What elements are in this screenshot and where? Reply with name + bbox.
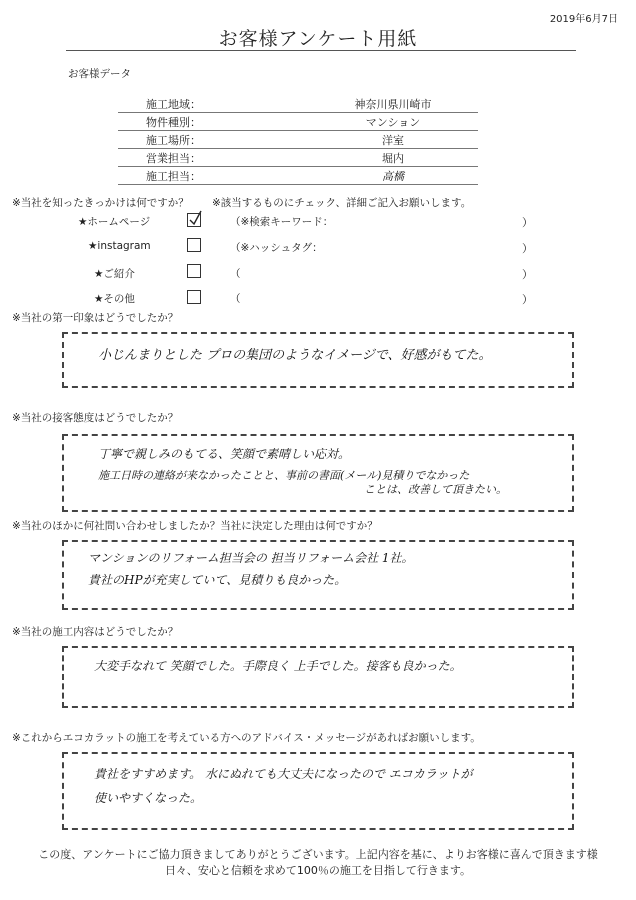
- q5-answer-box[interactable]: [62, 646, 574, 708]
- customer-row-label: 物件種別：: [146, 116, 201, 129]
- q4-answer-line: 貴社のHPが充実していて、見積りも良かった。: [88, 573, 347, 587]
- close-paren: ）: [522, 293, 533, 306]
- checkbox-referral[interactable]: [187, 264, 201, 278]
- q4-answer-line: マンションのリフォーム担当会の 担当リフォーム会社 1社。: [88, 551, 414, 565]
- q2-answer-line: 小じんまりとした プロの集団のようなイメージで、好感がもてた。: [98, 348, 492, 363]
- option-detail-referral: （: [230, 268, 241, 280]
- title-underline: [66, 50, 576, 51]
- customer-row-property: [118, 112, 478, 131]
- q5-question: ※当社の施工内容はどうでしたか？: [12, 626, 179, 638]
- q4-question: ※当社のほかに何社問い合わせしましたか？当社に決定した理由は何ですか？: [12, 520, 378, 532]
- page-title: お客様アンケート用紙: [218, 28, 418, 50]
- customer-row-area: [118, 94, 478, 113]
- q3-answer-box[interactable]: [62, 434, 574, 512]
- checkbox-other[interactable]: [187, 290, 201, 304]
- q1-question: ※当社を知ったきっかけは何ですか？: [12, 197, 189, 209]
- option-detail-instagram: （※ハッシュタグ：: [230, 242, 323, 254]
- q6-question: ※これからエコカラットの施工を考えている方へのアドバイス・メッセージがあればお願いします。: [12, 732, 481, 744]
- q3-answer-line: 施工日時の連絡が来なかったことと、事前の書面(メール)見積りでなかった: [98, 469, 470, 482]
- option-detail-homepage: （※検索キーワード：: [230, 216, 334, 228]
- customer-row-label: 施工場所：: [146, 134, 201, 147]
- customer-row-value: マンション: [365, 116, 421, 129]
- customer-row-value: 高橋: [382, 170, 404, 183]
- option-detail-other: （: [230, 293, 241, 305]
- footer-line: この度、アンケートにご協力頂きましてありがとうございます。上記内容を基に、よりお客様に喜んで頂きます様: [38, 848, 598, 861]
- customer-row-value: 神奈川県川崎市: [354, 98, 432, 111]
- q2-question: ※当社の第一印象はどうでしたか？: [12, 312, 179, 324]
- q5-answer-line: 大変手なれて 笑顔でした。手際良く 上手でした。接客も良かった。: [94, 659, 462, 673]
- q6-answer-line: 使いやすくなった。: [94, 791, 203, 805]
- customer-row-value: 堀内: [382, 152, 404, 165]
- survey-date: 2019年6月7日: [549, 14, 618, 25]
- option-label-other: ★その他: [94, 293, 135, 305]
- q2-answer-box[interactable]: [62, 332, 574, 388]
- customer-row-label: 施工地域：: [146, 98, 201, 111]
- checkbox-homepage[interactable]: [187, 213, 201, 227]
- customer-row-location: [118, 130, 478, 149]
- footer-line: 日々、安心と信頼を求めて100％の施工を目指して行きます。: [164, 864, 472, 877]
- customer-section-label: お客様データ: [68, 68, 131, 80]
- q3-answer-line: 丁寧で親しみのもてる、笑顔で素晴しい応対。: [98, 447, 351, 461]
- check-mark-icon: [187, 210, 203, 226]
- option-label-homepage: ★ホームページ: [78, 216, 151, 228]
- close-paren: ）: [522, 216, 533, 229]
- q4-answer-box[interactable]: [62, 540, 574, 610]
- q3-answer-line: ことは、改善して頂きたい。: [364, 483, 507, 496]
- option-label-instagram: ★instagram: [88, 240, 151, 252]
- q1-note: ※該当するものにチェック、詳細ご記入お願いします。: [212, 197, 472, 209]
- customer-row-label: 施工担当：: [146, 170, 201, 183]
- q3-question: ※当社の接客態度はどうでしたか？: [12, 412, 179, 424]
- customer-row-installer: [118, 166, 478, 185]
- customer-row-value: 洋室: [382, 134, 404, 147]
- checkbox-instagram[interactable]: [187, 238, 201, 252]
- close-paren: ）: [522, 268, 533, 281]
- q6-answer-box[interactable]: [62, 752, 574, 830]
- q6-answer-line: 貴社をすすめます。 水にぬれても大丈夫になったので エコカラットが: [94, 767, 473, 781]
- customer-row-label: 営業担当：: [146, 152, 201, 165]
- customer-row-sales: [118, 148, 478, 167]
- option-label-referral: ★ご紹介: [94, 268, 135, 280]
- close-paren: ）: [522, 242, 533, 255]
